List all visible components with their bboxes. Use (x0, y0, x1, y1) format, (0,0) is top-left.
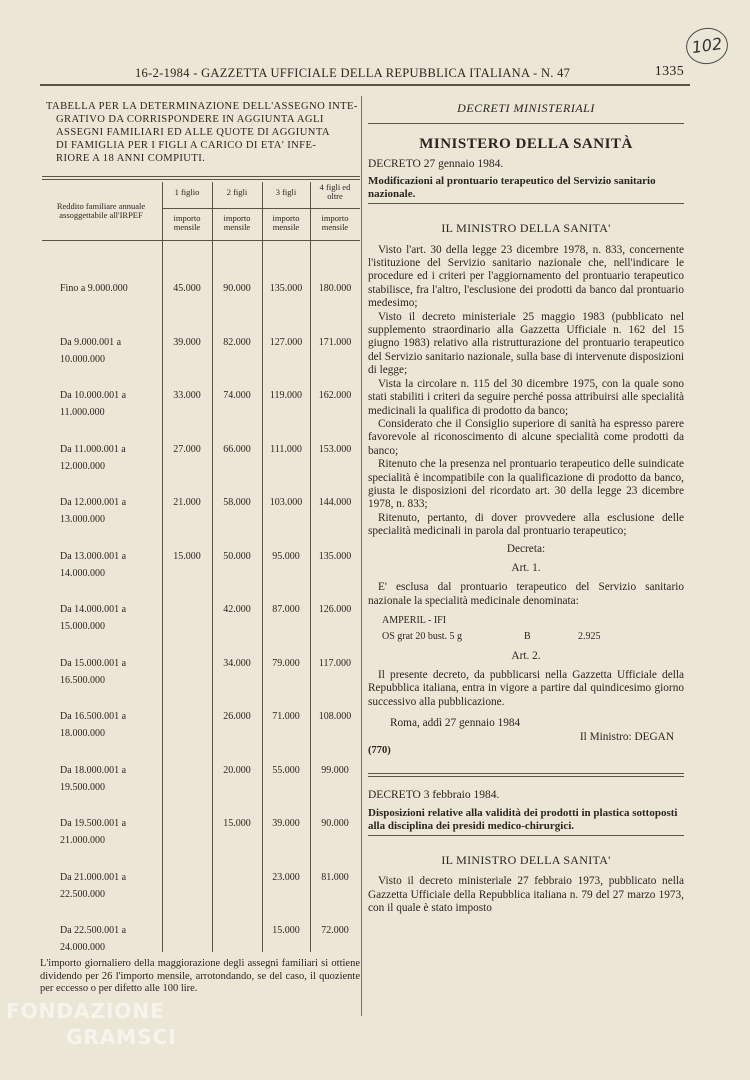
row-range-start: Da 22.500.001 a (60, 925, 127, 936)
section-rule (368, 123, 684, 124)
table-row-label (60, 813, 180, 851)
row-range-end: 18.000.000 (60, 728, 105, 739)
table-row-label (60, 385, 180, 423)
signature-block (368, 717, 684, 757)
row-range-start: Da 13.000.001 a (60, 550, 127, 562)
decree-title: DECRETO 3 febbraio 1984. (368, 789, 500, 802)
table-row-label (60, 492, 180, 530)
table-cell: 20.000 (223, 764, 251, 776)
table-top-rule (42, 176, 360, 177)
table-cell: 95.000 (272, 550, 300, 562)
product-name: AMPERIL - IFI (382, 615, 447, 627)
minister-signature: Il Ministro: DEGAN (579, 730, 674, 743)
table-cell: 135.000 (269, 283, 303, 294)
place-date: Roma, addì 27 gennaio 1984 (390, 717, 521, 730)
table-cell: 15.000 (173, 550, 201, 562)
table-cell: 90.000 (321, 818, 349, 829)
table-cell: 90.000 (223, 283, 251, 294)
row-range-end: 19.500.000 (60, 781, 105, 793)
row-range-end: 13.000.000 (60, 514, 105, 525)
table-row-label (60, 920, 180, 958)
table-cell: 55.000 (272, 764, 300, 776)
table-cell: 117.000 (318, 657, 352, 669)
table-cell: 79.000 (272, 657, 300, 669)
table-cell: 103.000 (269, 497, 303, 508)
table-cell: 39.000 (272, 818, 300, 829)
heading-line: DI FAMIGLIA PER I FIGLI A CARICO DI ETA' INFE- (56, 140, 317, 151)
decree-paragraph: Visto l'art. 30 della legge 23 dicembre 1978, n. 833, concernente l'istituzione del Servizio sanitario nazionale che, nell'indicare le procedure ed i criteri per l'aggiornamento del prontuario terapeutico stabilisce, fra l'altro, l'esclusione dei prodotti da banco dal prontuario medesimo; (368, 243, 684, 310)
column-rule (310, 182, 311, 952)
decree-paragraph: Vista la circolare n. 115 del 30 dicembre 1975, con la quale sono stati stabiliti i criteri da seguire perché possa attribuirsi alle specialità medicinali la qualifica di prodotto da banco; (368, 377, 684, 417)
row-range-end: 22.500.000 (60, 888, 105, 900)
product-form: OS grat 20 bust. 5 g (382, 630, 462, 642)
row-range-start: Da 11.000.001 a (60, 443, 126, 455)
table-cell: 108.000 (318, 711, 352, 722)
header-bottom-rule (42, 240, 360, 241)
table-row-label (60, 599, 180, 637)
row-range-end: 15.000.000 (60, 621, 105, 632)
table-cell: 15.000 (223, 818, 251, 829)
table-row-label (60, 546, 180, 584)
article-heading: Art. 2. (511, 649, 541, 662)
table-cell: 50.000 (223, 550, 251, 562)
product-price: 2.925 (578, 630, 601, 642)
row-range-start: Da 12.000.001 a (60, 497, 127, 508)
decree-paragraph: Ritenuto che la presenza nel prontuario terapeutico delle suindicate specialità è incompatibile con la qualificazione di prodotto da banco, giusta le disposizioni del ricordato art. 30 della legge 23 dicembre 1978, n. 833; (368, 458, 684, 511)
row-range-end: 10.000.000 (60, 353, 105, 365)
table-cell: 171.000 (318, 336, 352, 348)
decree-paragraph: Visto il decreto ministeriale 27 febbraio 1973, pubblicato nella Gazzetta Ufficiale della Repubblica italiana n. 79 del 27 marzo 1973, con il quale è stato imposto (368, 875, 684, 915)
row-range-start: Da 18.000.001 a (60, 764, 127, 776)
heading-line: RIORE A 18 ANNI COMPIUTI. (56, 153, 206, 164)
reference-number: (770) (368, 745, 391, 757)
table-cell: 58.000 (223, 497, 251, 508)
table-cell: 144.000 (318, 497, 352, 508)
column-header: 3 figli (275, 187, 297, 197)
table-row-label (60, 867, 180, 905)
decree-paragraph: Visto il decreto ministeriale 25 maggio 1983 (pubblicato nel supplemento straordinario alla Gazzetta Ufficiale n. 162 del 15 giugno 1983) relativo alla ristrutturazione del prontuario terapeutico del Servizio sanitario nazionale, sulla base di intervenute disposizioni di legge; (368, 310, 684, 377)
table-cell: 135.000 (318, 550, 352, 562)
header-title: 16-2-1984 - GAZZETTA UFFICIALE DELLA REPUBBLICA ITALIANA - N. 47 (135, 66, 571, 80)
table-cell: 42.000 (223, 604, 251, 615)
column-header: 1 figlio (174, 187, 200, 197)
product-row (382, 628, 684, 644)
column-subheader: importo mensile (173, 213, 201, 232)
archive-stamp: 102 (684, 25, 731, 66)
table-cell: 126.000 (318, 604, 352, 615)
decree-paragraph: Considerato che il Consiglio superiore di sanità ha espresso parere favorevole al riconoscimento di alcune specialità come prodotti da banco; (368, 417, 684, 457)
section-title: DECRETI MINISTERIALI (457, 101, 595, 115)
decreta-label: Decreta: (506, 542, 546, 555)
table-row-label (60, 706, 180, 744)
table-cell: 45.000 (173, 283, 201, 294)
decree-paragraph: Ritenuto, pertanto, di dover provvedere alla esclusione delle specialità medicinali in parola dal prontuario terapeutico; (368, 511, 684, 538)
table-row-label (60, 332, 180, 370)
table-cell: 162.000 (318, 390, 352, 401)
row-range-start: Da 16.500.001 a (60, 711, 127, 722)
watermark-line: GRAMSCI (66, 1025, 177, 1049)
table-cell: 82.000 (223, 336, 251, 348)
article-heading: Art. 1. (511, 561, 541, 574)
page-header (40, 64, 690, 86)
decree-separator (368, 773, 684, 777)
row-range-end: 21.000.000 (60, 835, 105, 846)
table-row-label (60, 439, 180, 477)
table-top-rule (42, 179, 360, 180)
row-range-start: Da 15.000.001 a (60, 657, 127, 669)
table-heading (46, 100, 358, 165)
decree-title: DECRETO 27 gennaio 1984. (368, 157, 504, 170)
column-header: 2 figli (226, 187, 248, 197)
row-range-end: 12.000.000 (60, 460, 105, 472)
decrees-column (368, 98, 684, 915)
minister-heading: IL MINISTRO DELLA SANITA' (441, 852, 611, 867)
row-range-start: Da 14.000.001 a (60, 604, 127, 615)
row-range-end: 14.000.000 (60, 567, 105, 579)
table-cell: 127.000 (269, 336, 303, 348)
watermark-line: FONDAZIONE (6, 999, 165, 1023)
page-number: 1335 (654, 64, 684, 79)
article-text: Il presente decreto, da pubblicarsi nella Gazzetta Ufficiale della Repubblica italiana, entra in vigore a partire dal quindicesimo giorno successivo alla pubblicazione. (368, 669, 684, 708)
table-cell: 23.000 (272, 871, 300, 883)
row-range-start: Da 19.500.001 a (60, 818, 127, 829)
table-cell: 99.000 (321, 764, 349, 776)
table-cell: 111.000 (270, 443, 302, 455)
table-cell: 27.000 (173, 443, 201, 455)
row-range-end: 24.000.000 (60, 942, 105, 953)
column-divider (361, 96, 363, 1016)
table-footnote: L'importo giornaliero della maggiorazione degli assegni familiari si ottiene dividendo per 26 l'importo mensile, arrotondando, se del caso, il quoziente per eccesso o per difetto alle 100 lire. (40, 958, 360, 994)
table-cell: 81.000 (321, 871, 349, 883)
table-cell: 39.000 (173, 336, 201, 348)
heading-line: ASSEGNI FAMILIARI ED ALLE QUOTE DI AGGIUNTA (56, 127, 330, 138)
column-subheader: importo mensile (223, 213, 251, 232)
row-range-end: 16.500.000 (60, 674, 105, 686)
decree-subject: Modificazioni al prontuario terapeutico del Servizio sanitario nazionale. (368, 175, 684, 204)
minister-heading: IL MINISTRO DELLA SANITA' (441, 221, 611, 236)
archive-watermark (6, 998, 206, 1050)
ministry-heading: MINISTERO DELLA SANITÀ (419, 136, 633, 153)
table-cell: 33.000 (173, 390, 201, 401)
table-row-label (60, 760, 180, 798)
table-cell: 72.000 (321, 925, 349, 936)
article-text: E' esclusa dal prontuario terapeutico del Servizio sanitario nazionale la specialità medicinale denominata: (368, 581, 684, 607)
row-range-start: Da 21.000.001 a (60, 871, 127, 883)
column-subheader: importo mensile (272, 213, 300, 232)
column-rule (212, 182, 213, 952)
table-cell: 21.000 (173, 497, 201, 508)
table-cell: 180.000 (318, 283, 352, 294)
heading-line: GRATIVO DA CORRISPONDERE IN AGGIUNTA AGLI (56, 114, 324, 125)
allowance-table (42, 174, 360, 954)
table-cell: 66.000 (223, 443, 251, 455)
product-class: B (524, 630, 531, 642)
table-cell: 26.000 (223, 711, 251, 722)
column-subheader: importo mensile (321, 213, 349, 232)
table-cell: 34.000 (223, 657, 251, 669)
column-header: 4 figli ed oltre (319, 182, 351, 201)
table-row-label (60, 278, 180, 295)
column-rule (262, 182, 263, 952)
table-cell: 74.000 (223, 390, 251, 401)
table-row-label (60, 653, 180, 691)
table-cell: 153.000 (318, 443, 352, 455)
table-cell: 119.000 (269, 390, 303, 401)
row-range-start: Da 9.000.001 a (60, 336, 122, 348)
row-range-start: Fino a 9.000.000 (60, 283, 128, 294)
table-cell: 87.000 (272, 604, 300, 615)
row-range-end: 11.000.000 (60, 407, 105, 418)
row-range-start: Da 10.000.001 a (60, 390, 127, 401)
decree-subject: Disposizioni relative alla validità dei prodotti in plastica sottoposti alla disciplina dei presidi medico-chirurgici. (368, 807, 684, 836)
header-mid-rule (162, 208, 360, 209)
row-header: Reddito familiare annuale assoggettabile all'IRPEF (56, 201, 146, 220)
table-cell: 71.000 (272, 711, 300, 722)
heading-line: TABELLA PER LA DETERMINAZIONE DELL'ASSEGNO INTE- (46, 101, 358, 112)
table-cell: 15.000 (272, 925, 300, 936)
